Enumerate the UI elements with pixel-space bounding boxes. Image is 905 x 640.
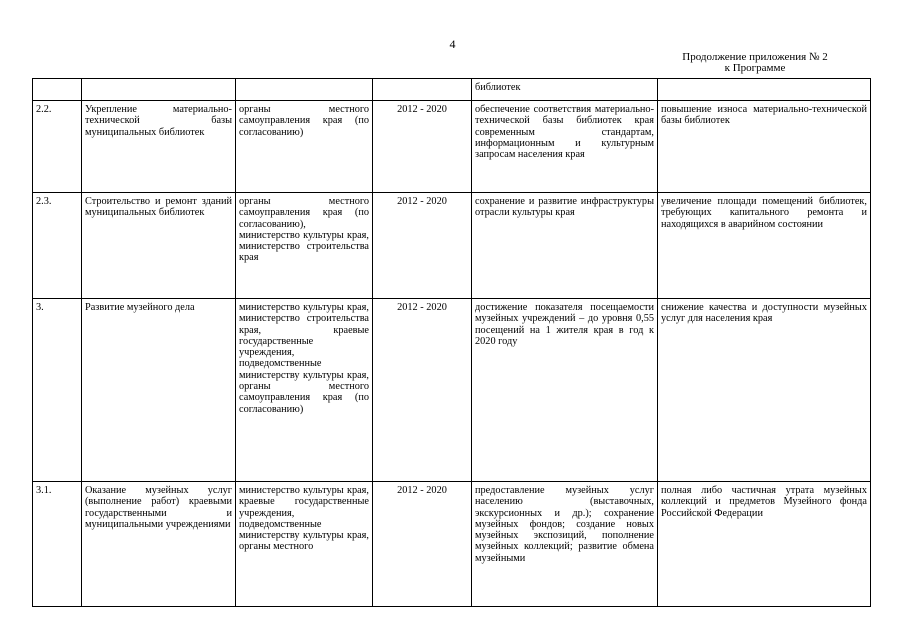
period-cell	[373, 79, 472, 101]
period-cell: 2012 - 2020	[373, 101, 472, 193]
row-number-cell: 2.2.	[33, 101, 82, 193]
table-row	[33, 299, 871, 482]
measure-name-cell: Оказание музейных услуг (выполнение работ) краевыми государственными и муниципальными учреждениями	[82, 482, 236, 607]
executors-cell: министерство культуры края, министерство строительства края, краевые государственные учреждения, подведомственные министерству культуры края, органы местного самоуправления края (по согласованию)	[236, 299, 373, 482]
period-cell: 2012 - 2020	[373, 482, 472, 607]
appendix-continuation-note	[665, 52, 845, 74]
executors-cell	[236, 79, 373, 101]
consequences-cell: снижение качества и доступности музейных услуг для населения края	[658, 299, 871, 482]
period-cell: 2012 - 2020	[373, 193, 472, 299]
measure-name-cell: Строительство и ремонт зданий муниципальных библиотек	[82, 193, 236, 299]
table-row	[33, 101, 871, 193]
continuation-line-2: к Программе	[724, 62, 786, 74]
executors-cell: органы местного самоуправления края (по согласованию)	[236, 101, 373, 193]
page-number: 4	[449, 37, 456, 51]
measure-name-cell: Развитие музейного дела	[82, 299, 236, 482]
expected-result-cell: достижение показателя посещаемости музейных учреждений – до уровня 0,55 посещений на 1 жителя края в год к 2020 году	[472, 299, 658, 482]
executors-cell: министерство культуры края, краевые государственные учреждения, подведомственные министерству культуры края, органы местного	[236, 482, 373, 607]
period-cell: 2012 - 2020	[373, 299, 472, 482]
table-row	[33, 193, 871, 299]
row-number-cell: 3.1.	[33, 482, 82, 607]
measure-name-cell: Укрепление материально-технической базы муниципальных библиотек	[82, 101, 236, 193]
consequences-cell: увеличение площади помещений библиотек, требующих капитального ремонта и находящихся в аварийном состоянии	[658, 193, 871, 299]
measure-name-cell	[82, 79, 236, 101]
expected-result-cell: предоставление музейных услуг населению (выставочных, экскурсионных и др.); сохранение музейных фондов; создание новых музейных экспозиций, пополнение музейных коллекций; развитие обмена музейными	[472, 482, 658, 607]
table-row	[33, 482, 871, 607]
expected-result-cell: библиотек	[472, 79, 658, 101]
consequences-cell: полная либо частичная утрата музейных коллекций и предметов Музейного фонда Российской Федерации	[658, 482, 871, 607]
executors-cell: органы местного самоуправления края (по согласованию), министерство культуры края, министерство строительства края	[236, 193, 373, 299]
row-number-cell: 2.3.	[33, 193, 82, 299]
row-number-cell: 3.	[33, 299, 82, 482]
expected-result-cell: обеспечение соответствия материально-технической базы библиотек края современным стандартам, информационным и культурным запросам населения края	[472, 101, 658, 193]
consequences-cell	[658, 79, 871, 101]
expected-result-cell: сохранение и развитие инфраструктуры отрасли культуры края	[472, 193, 658, 299]
table-row	[33, 79, 871, 101]
consequences-cell: повышение износа материально-технической базы библиотек	[658, 101, 871, 193]
continuation-line-1: Продолжение приложения № 2	[682, 51, 828, 63]
program-measures-table	[32, 78, 871, 607]
row-number-cell	[33, 79, 82, 101]
